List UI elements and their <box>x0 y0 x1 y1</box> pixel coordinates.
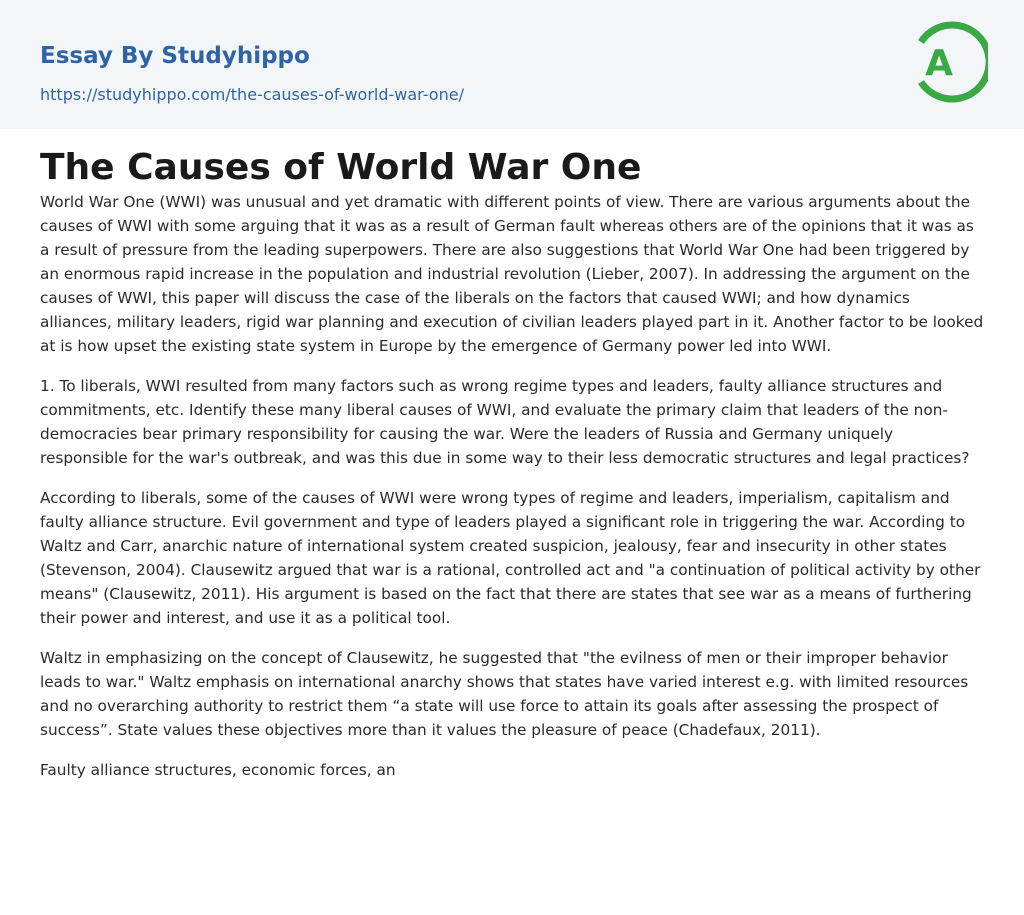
paragraph-intro: World War One (WWI) was unusual and yet dramatic with different points of view. There are various arguments about the causes of WWI with some arguing that it was as a result of German fault whereas others are of the opinions that it was as a result of pressure from the leading superpowers. There are also suggestions that World War One had been triggered by an enormous rapid increase in the population and industrial revolution (Lieber, 2007). In addressing the argument on the causes of WWI, this paper will discuss the case of the liberals on the factors that caused WWI; and how dynamics alliances, military leaders, rigid war planning and execution of civilian leaders played part in it. Another factor to be looked at is how upset the existing state system in Europe by the emergence of Germany power led into WWI. <box>40 193 984 355</box>
brand-title: Essay By Studyhippo <box>40 43 310 69</box>
source-url-link[interactable]: https://studyhippo.com/the-causes-of-world-war-one/ <box>40 85 464 104</box>
paragraph-liberal-causes: According to liberals, some of the causes of WWI were wrong types of regime and leaders, imperialism, capitalism and faulty alliance structure. Evil government and type of leaders played a significant role in triggering the war. According to Waltz and Carr, anarchic nature of international system created suspicion, jealousy, fear and insecurity in other states (Stevenson, 2004). Clausewitz argued that war is a rational, controlled act and "a continuation of political activity by other means" (Clausewitz, 2011). His argument is based on the fact that there are states that see war as a means of furthering their power and interest, and use it as a political tool. <box>40 489 981 627</box>
paragraph-truncated: Faulty alliance structures, economic forces, an <box>40 761 396 779</box>
site-header <box>0 0 1024 129</box>
paragraph-waltz: Waltz in emphasizing on the concept of Clausewitz, he suggested that "the evilness of men or their improper behavior leads to war." Waltz emphasis on international anarchy shows that states have varied interest e.g. with limited resources and no overarching authority to restrict them “a state will use force to attain its goals after assessing the prospect of success”. State values these objectives more than it values the pleasure of peace (Chadefaux, 2011). <box>40 649 969 739</box>
document-body <box>40 129 984 798</box>
studyhippo-logo-icon <box>912 18 988 106</box>
page-title: The Causes of World War One <box>40 147 642 188</box>
logo-letter: A <box>925 43 953 84</box>
paragraph-question: 1. To liberals, WWI resulted from many factors such as wrong regime types and leaders, faulty alliance structures and commitments, etc. Identify these many liberal causes of WWI, and evaluate the primary claim that leaders of the non-democracies bear primary responsibility for causing the war. Were the leaders of Russia and Germany uniquely responsible for the war's outbreak, and was this due in some way to their less democratic structures and legal practices? <box>40 377 970 467</box>
